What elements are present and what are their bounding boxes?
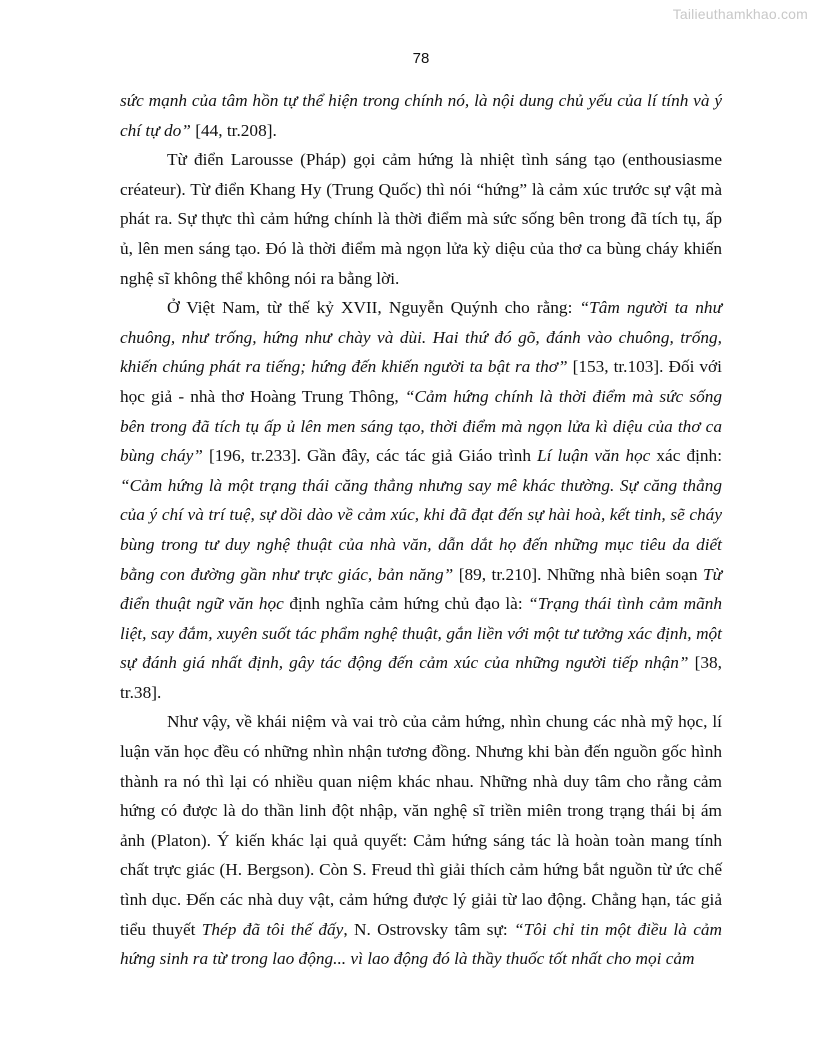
- body-text: Ở Việt Nam, từ thế kỷ XVII, Nguyễn Quýnh cho rằng:: [167, 298, 580, 318]
- paragraph-1: [120, 86, 722, 145]
- quote-text: “Cảm hứng là một trạng thái căng thẳng nhưng say mê khác thường. Sự căng thẳng của ý chí và trí tuệ, sự dồi dào về cảm xúc, khi đã đạt đến sự hài hoà, kết tinh, sẽ cháy bùng trong tư duy nghệ thuật của nhà văn, dẫn dắt họ đến những mục tiêu da diết bằng con đường gần như trực giác, bản năng”: [120, 475, 722, 584]
- body-text: định nghĩa cảm hứng chủ đạo là:: [283, 594, 529, 614]
- quote-text: “Tôi chỉ tin một điều là cảm hứng sinh ra từ trong lao động... vì lao động đó là thầy thuốc tốt nhất cho mọi cảm: [120, 919, 722, 969]
- book-title: Lí luận văn học: [537, 446, 651, 466]
- paragraph-3: [120, 293, 722, 707]
- book-title: Từ điển thuật ngữ văn học: [120, 564, 722, 614]
- paragraph-2: [120, 145, 722, 293]
- book-title: Thép đã tôi thế đấy: [201, 919, 344, 939]
- body-text: , N. Ostrovsky tâm sự:: [343, 919, 515, 939]
- paragraph-4: [120, 707, 722, 973]
- quote-text: sức mạnh của tâm hồn tự thể hiện trong chính nó, là nội dung chủ yếu của lí tính và ý chí tự do”: [120, 91, 722, 140]
- page-number: 78: [412, 50, 430, 67]
- body-text: [89, tr.210]. Những nhà biên soạn: [453, 564, 703, 584]
- body-text: Từ điển Larousse (Pháp) gọi cảm hứng là nhiệt tình sáng tạo (enthousiasme créateur). Từ điển Khang Hy (Trung Quốc) thì nói “hứng” là cảm xúc trước sự vật mà phát ra. Sự thực thì cảm hứng chính là thời điểm mà sức sống bên trong đã tích tụ, ấp ủ, lên men sáng tạo. Đó là thời điểm mà ngọn lửa kỳ diệu của thơ ca bùng cháy khiến nghệ sĩ không thể không nói ra bằng lời.: [120, 150, 722, 288]
- citation: [38, tr.38].: [120, 653, 722, 702]
- body-text: [196, tr.233]. Gần đây, các tác giả Giáo trình: [202, 446, 538, 466]
- quote-text: “Trạng thái tình cảm mãnh liệt, say đắm, xuyên suốt tác phẩm nghệ thuật, gắn liền với một tư tưởng xác định, một sự đánh giá nhất định, gây tác động đến cảm xúc của những người tiếp nhận”: [120, 594, 722, 673]
- body-text: Như vậy, về khái niệm và vai trò của cảm hứng, nhìn chung các nhà mỹ học, lí luận văn học đều có những nhìn nhận tương đồng. Nhưng khi bàn đến nguồn gốc hình thành ra nó thì lại có nhiều quan niệm khác nhau. Những nhà duy tâm cho rằng cảm hứng có được là do thần linh đột nhập, văn nghệ sĩ triền miên trong trạng thái bị ám ảnh (Platon). Ý kiến khác lại quả quyết: Cảm hứng sáng tác là hoàn toàn mang tính chất trực giác (H. Bergson). Còn S. Freud thì giải thích cảm hứng bắt nguồn từ ức chế tình dục. Đến các nhà duy vật, cảm hứng được lý giải từ lao động. Chẳng hạn, tác giả tiểu thuyết: [120, 712, 722, 939]
- document-body: [120, 86, 722, 974]
- citation: [44, tr.208].: [190, 120, 277, 140]
- body-text: xác định:: [650, 446, 722, 466]
- quote-text: “Tâm người ta như chuông, như trống, hứng như chày và dùi. Hai thứ đó gõ, đánh vào chuông, trống, khiến chúng phát ra tiếng; hứng đến khiến người ta bật ra thơ”: [120, 298, 722, 377]
- body-text: [153, tr.103]. Đối với học giả - nhà thơ Hoàng Trung Thông,: [120, 357, 722, 406]
- quote-text: “Cảm hứng chính là thời điểm mà sức sống bên trong đã tích tụ ấp ủ lên men sáng tạo, thời điểm mà ngọn lửa kì diệu của thơ ca bùng cháy”: [120, 386, 722, 466]
- watermark-text: Tailieuthamkhao.com: [672, 6, 808, 22]
